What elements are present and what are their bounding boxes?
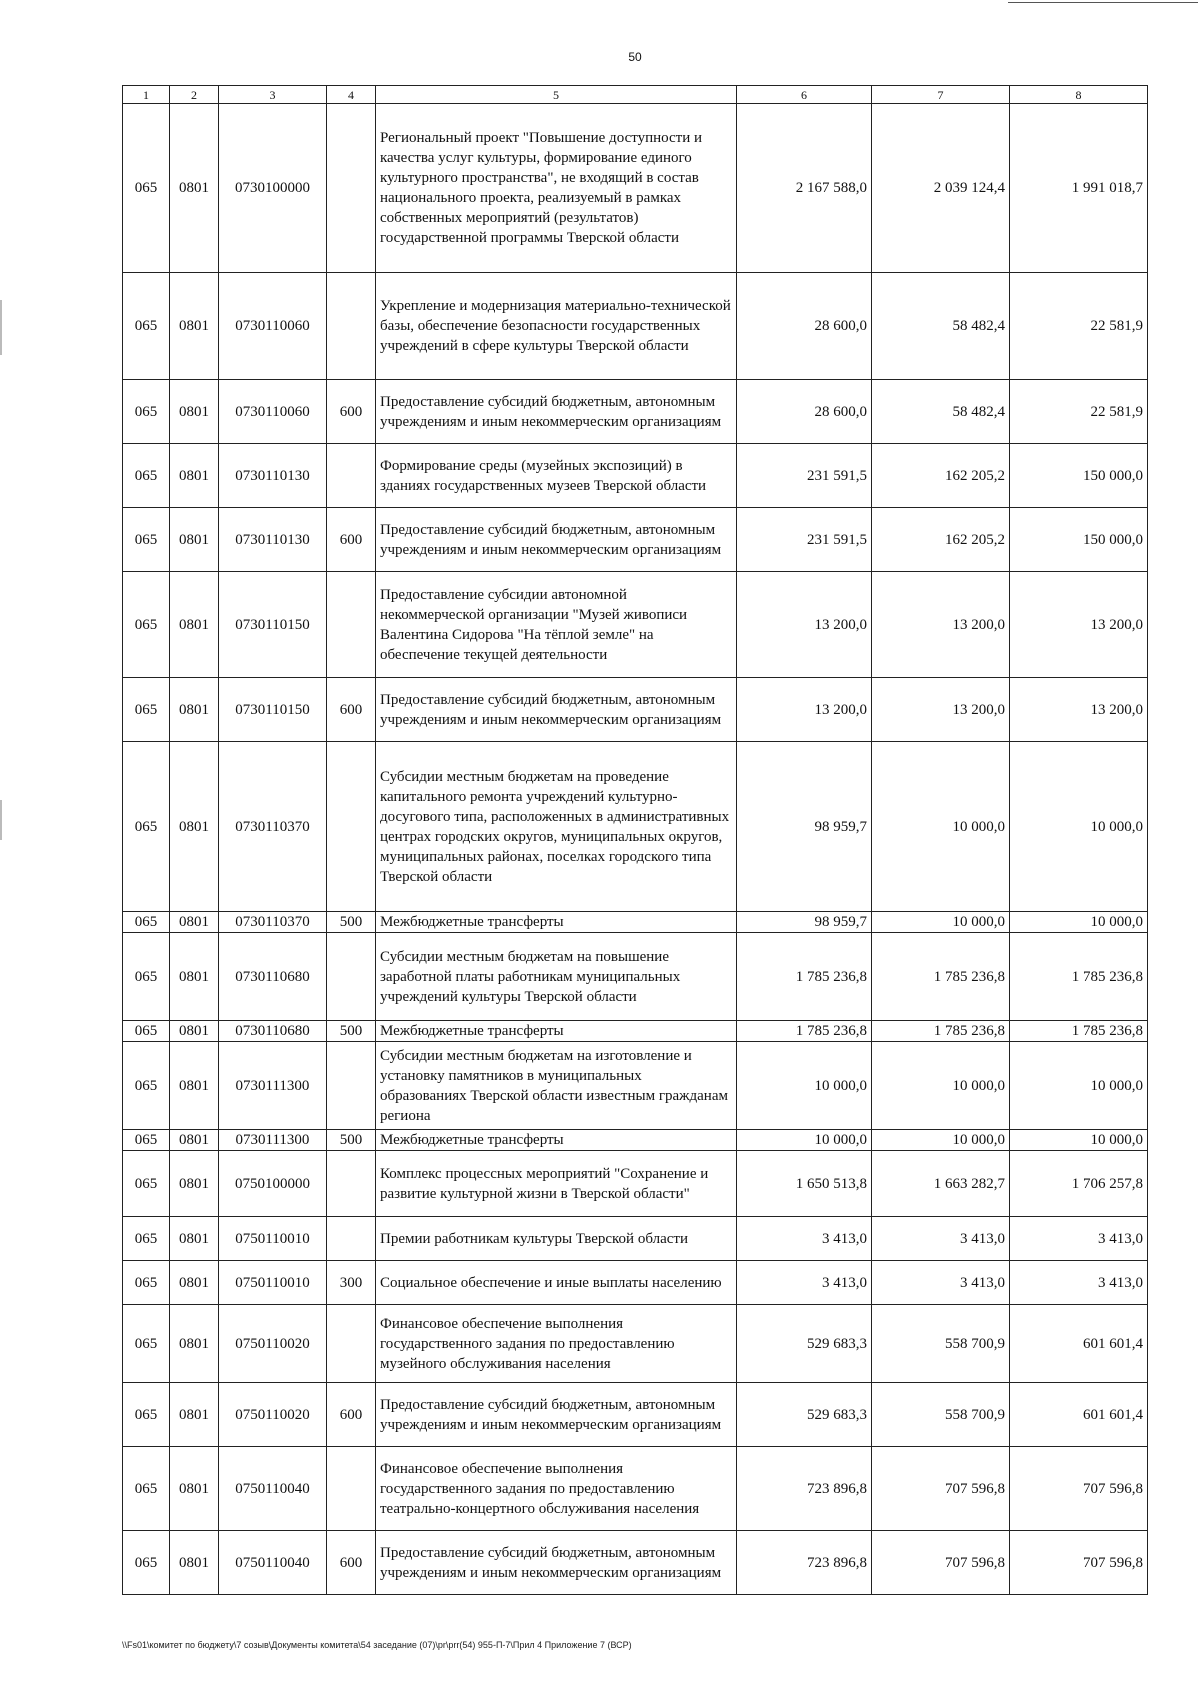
section-code-cell: 0801 (170, 1531, 219, 1595)
target-code-cell: 0730110680 (219, 933, 327, 1021)
table-row (123, 1531, 1148, 1595)
item-name-cell: Предоставление субсидий бюджетным, автономным учреждениям и иным некоммерческим организациям (376, 1531, 737, 1595)
amount-col6-cell: 28 600,0 (737, 380, 872, 444)
target-code-cell: 0730110680 (219, 1021, 327, 1042)
amount-col8-cell: 1 785 236,8 (1010, 933, 1148, 1021)
expense-type-cell: 500 (327, 1130, 376, 1151)
table-row (123, 1021, 1148, 1042)
ministry-code-cell: 065 (123, 1261, 170, 1305)
ministry-code-cell: 065 (123, 933, 170, 1021)
section-code-cell: 0801 (170, 912, 219, 933)
amount-col7-cell: 707 596,8 (872, 1531, 1010, 1595)
item-name-cell: Комплекс процессных мероприятий "Сохранение и развитие культурной жизни в Тверской области" (376, 1151, 737, 1217)
item-name-cell: Формирование среды (музейных экспозиций) в зданиях государственных музеев Тверской области (376, 444, 737, 508)
amount-col6-cell: 1 785 236,8 (737, 933, 872, 1021)
amount-col7-cell: 1 785 236,8 (872, 933, 1010, 1021)
table-row (123, 933, 1148, 1021)
amount-col7-cell: 1 785 236,8 (872, 1021, 1010, 1042)
expense-type-cell: 600 (327, 678, 376, 742)
table-row (123, 1261, 1148, 1305)
amount-col8-cell: 3 413,0 (1010, 1261, 1148, 1305)
amount-col7-cell: 162 205,2 (872, 444, 1010, 508)
column-header: 2 (170, 86, 219, 104)
item-name-cell: Субсидии местным бюджетам на изготовление и установку памятников в муниципальных образованиях Тверской области известным гражданам региона (376, 1042, 737, 1130)
section-code-cell: 0801 (170, 273, 219, 380)
ministry-code-cell: 065 (123, 444, 170, 508)
amount-col7-cell: 558 700,9 (872, 1305, 1010, 1383)
section-code-cell: 0801 (170, 1021, 219, 1042)
amount-col7-cell: 3 413,0 (872, 1217, 1010, 1261)
ministry-code-cell: 065 (123, 1447, 170, 1531)
expense-type-cell (327, 1151, 376, 1217)
ministry-code-cell: 065 (123, 508, 170, 572)
ministry-code-cell: 065 (123, 1531, 170, 1595)
scan-edge-mark (0, 300, 2, 355)
item-name-cell: Предоставление субсидий бюджетным, автономным учреждениям и иным некоммерческим организациям (376, 380, 737, 444)
amount-col7-cell: 58 482,4 (872, 273, 1010, 380)
ministry-code-cell: 065 (123, 912, 170, 933)
expense-type-cell (327, 933, 376, 1021)
section-code-cell: 0801 (170, 508, 219, 572)
amount-col6-cell: 723 896,8 (737, 1447, 872, 1531)
amount-col7-cell: 1 663 282,7 (872, 1151, 1010, 1217)
amount-col6-cell: 13 200,0 (737, 572, 872, 678)
expense-type-cell (327, 742, 376, 912)
table-row (123, 1042, 1148, 1130)
amount-col7-cell: 707 596,8 (872, 1447, 1010, 1531)
amount-col8-cell: 601 601,4 (1010, 1305, 1148, 1383)
item-name-cell: Субсидии местным бюджетам на проведение капитального ремонта учреждений культурно-досугового типа, расположенных в административных центрах городских округов, муниципальных округов, муниципальных районах, поселках городского типа Тверской области (376, 742, 737, 912)
section-code-cell: 0801 (170, 1383, 219, 1447)
target-code-cell: 0730110130 (219, 444, 327, 508)
ministry-code-cell: 065 (123, 1151, 170, 1217)
amount-col6-cell: 231 591,5 (737, 444, 872, 508)
table-row (123, 444, 1148, 508)
section-code-cell: 0801 (170, 1261, 219, 1305)
expense-type-cell: 600 (327, 508, 376, 572)
amount-col8-cell: 601 601,4 (1010, 1383, 1148, 1447)
target-code-cell: 0750110020 (219, 1383, 327, 1447)
amount-col6-cell: 1 785 236,8 (737, 1021, 872, 1042)
target-code-cell: 0730110150 (219, 572, 327, 678)
section-code-cell: 0801 (170, 572, 219, 678)
item-name-cell: Финансовое обеспечение выполнения государственного задания по предоставлению театрально-концертного обслуживания населения (376, 1447, 737, 1531)
column-header: 1 (123, 86, 170, 104)
target-code-cell: 0750110010 (219, 1261, 327, 1305)
table-row (123, 1383, 1148, 1447)
expense-type-cell: 500 (327, 912, 376, 933)
amount-col8-cell: 1 706 257,8 (1010, 1151, 1148, 1217)
amount-col8-cell: 22 581,9 (1010, 273, 1148, 380)
item-name-cell: Межбюджетные трансферты (376, 1130, 737, 1151)
item-name-cell: Социальное обеспечение и иные выплаты населению (376, 1261, 737, 1305)
target-code-cell: 0730110130 (219, 508, 327, 572)
amount-col7-cell: 3 413,0 (872, 1261, 1010, 1305)
target-code-cell: 0730111300 (219, 1130, 327, 1151)
expense-type-cell (327, 1447, 376, 1531)
amount-col8-cell: 10 000,0 (1010, 742, 1148, 912)
amount-col8-cell: 150 000,0 (1010, 508, 1148, 572)
ministry-code-cell: 065 (123, 273, 170, 380)
amount-col6-cell: 28 600,0 (737, 273, 872, 380)
item-name-cell: Предоставление субсидий бюджетным, автономным учреждениям и иным некоммерческим организациям (376, 678, 737, 742)
amount-col7-cell: 13 200,0 (872, 678, 1010, 742)
footer-file-path: \\Fs01\комитет по бюджету\7 созыв\Документы комитета\54 заседание (07)\pr\prr(54) 955-П-7\Прил 4 Приложение 7 (ВСР) (122, 1640, 632, 1650)
amount-col8-cell: 150 000,0 (1010, 444, 1148, 508)
amount-col7-cell: 58 482,4 (872, 380, 1010, 444)
table-row (123, 508, 1148, 572)
amount-col6-cell: 3 413,0 (737, 1261, 872, 1305)
section-code-cell: 0801 (170, 1151, 219, 1217)
amount-col7-cell: 10 000,0 (872, 1042, 1010, 1130)
table-row (123, 742, 1148, 912)
expense-type-cell: 600 (327, 1383, 376, 1447)
target-code-cell: 0730110060 (219, 273, 327, 380)
section-code-cell: 0801 (170, 742, 219, 912)
top-edge-rule (1008, 2, 1198, 3)
target-code-cell: 0730110370 (219, 742, 327, 912)
item-name-cell: Укрепление и модернизация материально-технической базы, обеспечение безопасности государственных учреждений в сфере культуры Тверской области (376, 273, 737, 380)
expense-type-cell (327, 572, 376, 678)
section-code-cell: 0801 (170, 933, 219, 1021)
amount-col6-cell: 98 959,7 (737, 912, 872, 933)
table-row (123, 1130, 1148, 1151)
amount-col7-cell: 10 000,0 (872, 742, 1010, 912)
target-code-cell: 0750110020 (219, 1305, 327, 1383)
target-code-cell: 0750110040 (219, 1447, 327, 1531)
section-code-cell: 0801 (170, 380, 219, 444)
amount-col8-cell: 1 785 236,8 (1010, 1021, 1148, 1042)
ministry-code-cell: 065 (123, 572, 170, 678)
amount-col7-cell: 162 205,2 (872, 508, 1010, 572)
amount-col8-cell: 1 991 018,7 (1010, 104, 1148, 273)
table-header-row (123, 86, 1148, 104)
amount-col6-cell: 98 959,7 (737, 742, 872, 912)
ministry-code-cell: 065 (123, 1305, 170, 1383)
target-code-cell: 0730110370 (219, 912, 327, 933)
scan-edge-mark (0, 800, 2, 840)
item-name-cell: Межбюджетные трансферты (376, 1021, 737, 1042)
ministry-code-cell: 065 (123, 742, 170, 912)
expense-type-cell (327, 1217, 376, 1261)
table-row (123, 572, 1148, 678)
ministry-code-cell: 065 (123, 1130, 170, 1151)
amount-col6-cell: 13 200,0 (737, 678, 872, 742)
amount-col7-cell: 10 000,0 (872, 912, 1010, 933)
amount-col6-cell: 2 167 588,0 (737, 104, 872, 273)
expense-type-cell (327, 444, 376, 508)
item-name-cell: Предоставление субсидий бюджетным, автономным учреждениям и иным некоммерческим организациям (376, 508, 737, 572)
section-code-cell: 0801 (170, 1217, 219, 1261)
column-header: 6 (737, 86, 872, 104)
amount-col8-cell: 707 596,8 (1010, 1447, 1148, 1531)
amount-col7-cell: 2 039 124,4 (872, 104, 1010, 273)
amount-col8-cell: 13 200,0 (1010, 572, 1148, 678)
item-name-cell: Региональный проект "Повышение доступности и качества услуг культуры, формирование единого культурного пространства", не входящий в состав национального проекта, реализуемый в рамках собственных мероприятий (результатов) государственной программы Тверской области (376, 104, 737, 273)
amount-col6-cell: 529 683,3 (737, 1383, 872, 1447)
amount-col6-cell: 529 683,3 (737, 1305, 872, 1383)
section-code-cell: 0801 (170, 1042, 219, 1130)
expense-type-cell (327, 104, 376, 273)
budget-table (122, 85, 1148, 1595)
table-row (123, 104, 1148, 273)
column-header: 4 (327, 86, 376, 104)
target-code-cell: 0730110150 (219, 678, 327, 742)
amount-col6-cell: 3 413,0 (737, 1217, 872, 1261)
expense-type-cell: 600 (327, 1531, 376, 1595)
column-header: 8 (1010, 86, 1148, 104)
amount-col8-cell: 10 000,0 (1010, 1042, 1148, 1130)
ministry-code-cell: 065 (123, 1042, 170, 1130)
ministry-code-cell: 065 (123, 1383, 170, 1447)
expense-type-cell (327, 1042, 376, 1130)
table-row (123, 273, 1148, 380)
ministry-code-cell: 065 (123, 380, 170, 444)
amount-col8-cell: 22 581,9 (1010, 380, 1148, 444)
amount-col6-cell: 10 000,0 (737, 1042, 872, 1130)
item-name-cell: Премии работникам культуры Тверской области (376, 1217, 737, 1261)
amount-col6-cell: 10 000,0 (737, 1130, 872, 1151)
column-header: 5 (376, 86, 737, 104)
target-code-cell: 0730110060 (219, 380, 327, 444)
table-row (123, 380, 1148, 444)
amount-col8-cell: 10 000,0 (1010, 1130, 1148, 1151)
item-name-cell: Межбюджетные трансферты (376, 912, 737, 933)
item-name-cell: Финансовое обеспечение выполнения государственного задания по предоставлению музейного обслуживания населения (376, 1305, 737, 1383)
amount-col7-cell: 13 200,0 (872, 572, 1010, 678)
table-row (123, 912, 1148, 933)
ministry-code-cell: 065 (123, 678, 170, 742)
column-header: 3 (219, 86, 327, 104)
section-code-cell: 0801 (170, 1130, 219, 1151)
amount-col7-cell: 558 700,9 (872, 1383, 1010, 1447)
section-code-cell: 0801 (170, 1305, 219, 1383)
item-name-cell: Субсидии местным бюджетам на повышение заработной платы работникам муниципальных учреждений культуры Тверской области (376, 933, 737, 1021)
item-name-cell: Предоставление субсидии автономной некоммерческой организации "Музей живописи Валентина Сидорова "На тёплой земле" на обеспечение текущей деятельности (376, 572, 737, 678)
amount-col6-cell: 723 896,8 (737, 1531, 872, 1595)
expense-type-cell: 600 (327, 380, 376, 444)
table-row (123, 678, 1148, 742)
table-row (123, 1151, 1148, 1217)
amount-col8-cell: 3 413,0 (1010, 1217, 1148, 1261)
table-row (123, 1447, 1148, 1531)
amount-col8-cell: 707 596,8 (1010, 1531, 1148, 1595)
ministry-code-cell: 065 (123, 1021, 170, 1042)
section-code-cell: 0801 (170, 444, 219, 508)
expense-type-cell: 300 (327, 1261, 376, 1305)
target-code-cell: 0750110040 (219, 1531, 327, 1595)
target-code-cell: 0750100000 (219, 1151, 327, 1217)
amount-col8-cell: 13 200,0 (1010, 678, 1148, 742)
expense-type-cell (327, 1305, 376, 1383)
target-code-cell: 0730111300 (219, 1042, 327, 1130)
expense-type-cell (327, 273, 376, 380)
item-name-cell: Предоставление субсидий бюджетным, автономным учреждениям и иным некоммерческим организациям (376, 1383, 737, 1447)
page-number: 50 (628, 50, 642, 64)
target-code-cell: 0750110010 (219, 1217, 327, 1261)
amount-col6-cell: 1 650 513,8 (737, 1151, 872, 1217)
table-row (123, 1217, 1148, 1261)
table-row (123, 1305, 1148, 1383)
expense-type-cell: 500 (327, 1021, 376, 1042)
ministry-code-cell: 065 (123, 1217, 170, 1261)
section-code-cell: 0801 (170, 1447, 219, 1531)
amount-col8-cell: 10 000,0 (1010, 912, 1148, 933)
amount-col6-cell: 231 591,5 (737, 508, 872, 572)
amount-col7-cell: 10 000,0 (872, 1130, 1010, 1151)
ministry-code-cell: 065 (123, 104, 170, 273)
column-header: 7 (872, 86, 1010, 104)
target-code-cell: 0730100000 (219, 104, 327, 273)
section-code-cell: 0801 (170, 104, 219, 273)
section-code-cell: 0801 (170, 678, 219, 742)
